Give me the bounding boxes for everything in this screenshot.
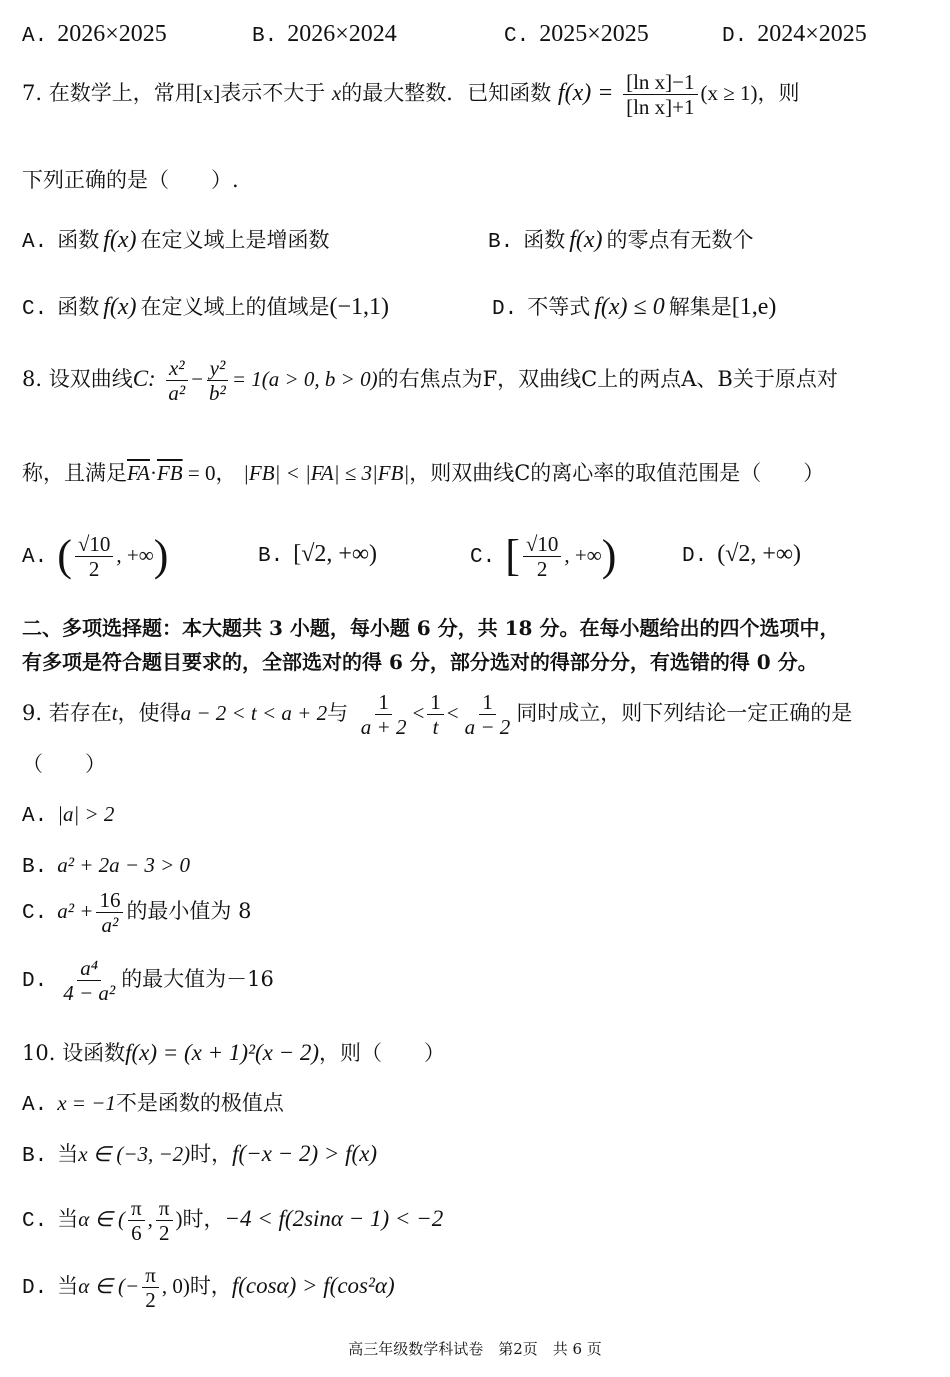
q8-option-c: C. [ $\frac{√10}{2}$ , +∞) [470, 531, 617, 581]
q7-option-b: B. 函数 f(x) 的零点有无数个 [488, 227, 754, 254]
q9-paren: （ ） [22, 752, 106, 776]
q9-option-b: B. a² + 2a − 3 > 0 [22, 853, 191, 879]
section2-desc: 有多项是符合题目要求的，全部选对的得 6 分，部分选对的得部分分，有选错的得 0 分。 [22, 650, 818, 674]
q9-option-d: D. $\frac{\text{a⁴}}{\text{4 − a²}}$ 的最大值为－16 [22, 956, 274, 1006]
q10-option-c: C. 当α ∈ ( $\frac{\pi}{6}$ , $\frac{\pi}{2}$ )时，−4 < f(2sinα − 1) < −2 [22, 1196, 444, 1246]
q7-option-d: D. 不等式 f(x) ≤ 0 解集是[1,e) [492, 294, 777, 321]
q10-option-d: D. 当α ∈ (− $\frac{\pi}{2}$ , 0)时，f(cosα) > f(cos²α) [22, 1263, 395, 1313]
q7-option-c: C. 函数 f(x) 在定义域上的值域是(−1,1) [22, 294, 390, 321]
q8-stem: 8. 设双曲线C: $\frac{\text{x²}}{\text{a²}}$ − $\frac{\text{y²}}{\text{b²}}$ = 1(a > 0, b > 0)的右焦点为F，双曲线C上的两点A、B关于原点对 [22, 356, 838, 406]
q8-stem-cont: 称，且满足$\overline{FA}\cdot\overline{FB} = 0$， |FB| < |FA| ≤ 3|FB|，则双曲线C的离心率的取值范围是（ ） [22, 461, 825, 485]
q9-option-c: C. a² + $\frac{16}{\text{a²}}$ 的最小值为 8 [22, 888, 252, 938]
q6-option-a: A. 2026×2025 [22, 21, 167, 48]
section2-title: 二、多项选择题：本大题共 3 小题，每小题 6 分，共 18 分。在每小题给出的四个选项中， [22, 616, 840, 640]
q6-option-c: C. 2025×2025 [504, 21, 649, 48]
q10-option-b: B. 当x ∈ (−3, −2)时，f(−x − 2) > f(x) [22, 1141, 378, 1168]
q6-option-d: D. 2024×2025 [722, 21, 867, 48]
q8-option-a: A. ( $\frac{√10}{2}$ , +∞) [22, 531, 169, 581]
q9-stem: 9. 若存在t，使得a − 2 < t < a + 2与 $\frac{1}{a + 2}$ < $\frac{1}{t}$ < $\frac{1}{a - 2}$ 同时成立，则下列结论一定正确的是 [22, 690, 853, 740]
q6-option-b: B. 2026×2024 [252, 21, 397, 48]
q7-stem: 7. 在数学上，常用[x]表示不大于 x的最大整数．已知函数 f(x) = $\frac{\text{[ln x]−1}}{\text{[ln x]+1}}$ (x ≥ 1)，则 [22, 70, 800, 120]
q7-fraction: $\frac{\text{[ln x]−1}}{\text{[ln x]+1}}$ [623, 70, 697, 119]
page-footer: 高三年级数学科试卷 第2页 共 6 页 [348, 1340, 602, 1358]
q8-option-b: B. [√2, +∞) [258, 541, 378, 568]
q9-option-a: A. |a| > 2 [22, 802, 115, 828]
q7-stem-cont: 下列正确的是（ ）. [22, 168, 239, 192]
q10-stem: 10. 设函数f(x) = (x + 1)²(x − 2)，则（ ） [22, 1040, 446, 1065]
q10-option-a: A. x = −1不是函数的极值点 [22, 1091, 284, 1117]
q7-option-a: A. 函数 f(x) 在定义域上是增函数 [22, 227, 330, 254]
q8-option-d: D. (√2, +∞) [682, 541, 802, 568]
